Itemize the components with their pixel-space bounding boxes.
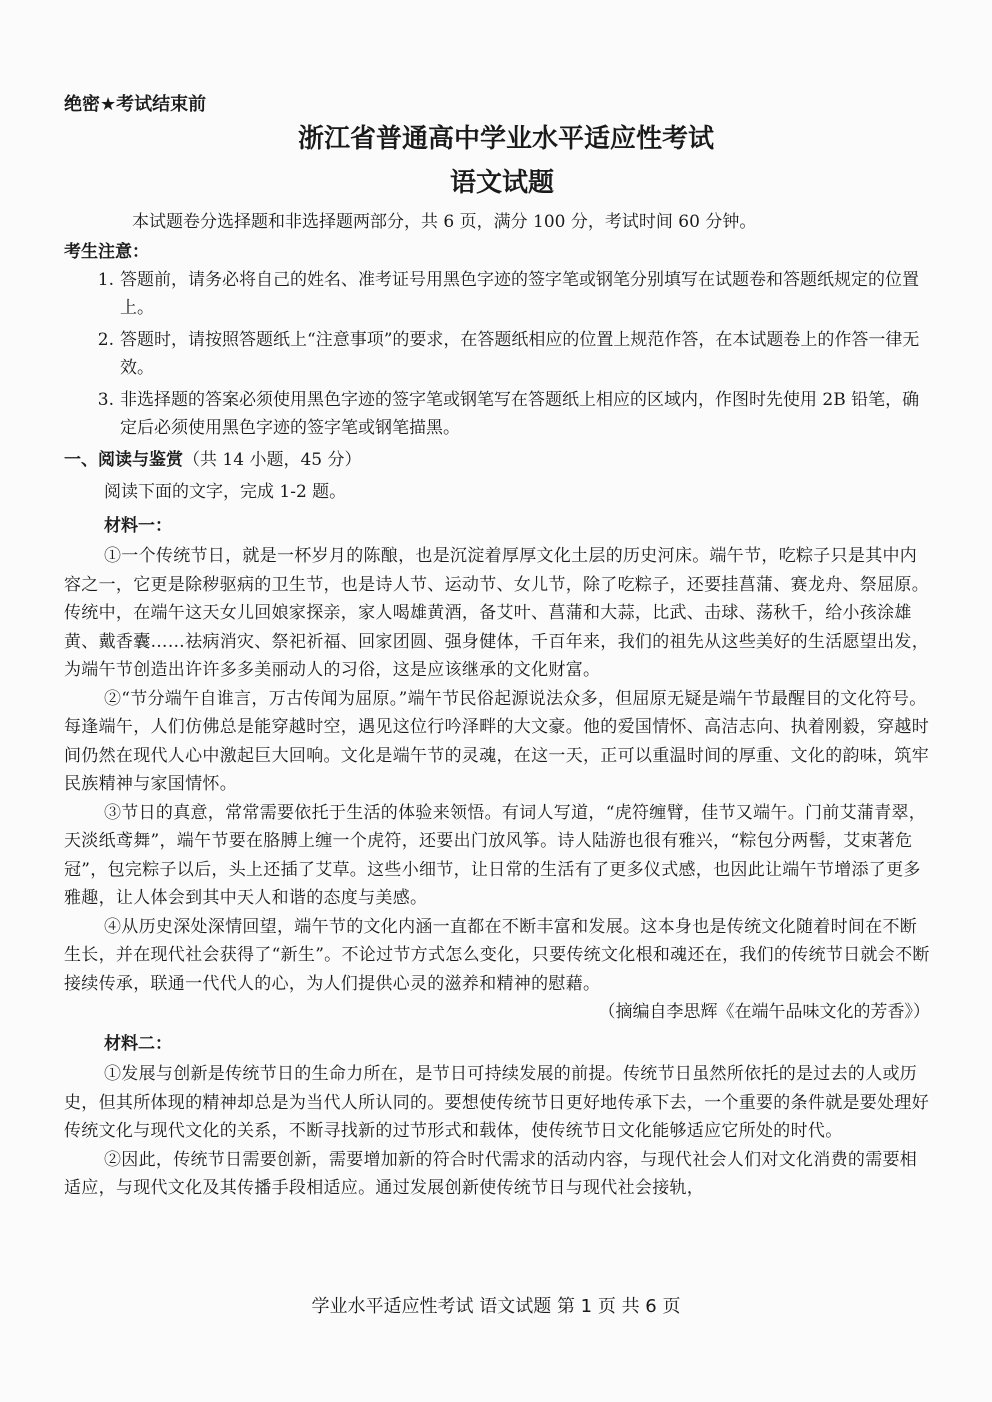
confidential-label: 绝密★考试结束前 xyxy=(64,94,207,115)
material-one-source: （摘编自李思辉《在端午品味文化的芳香》） xyxy=(598,1002,930,1022)
material-two-heading: 材料二： xyxy=(104,1034,172,1054)
exam-subtitle: 语文试题 xyxy=(449,168,554,198)
notice-number: 3. xyxy=(97,390,114,410)
notice-item xyxy=(64,326,930,382)
notice-number: 2. xyxy=(97,330,114,350)
section-heading xyxy=(64,446,930,474)
exam-content xyxy=(64,208,930,1203)
material-two-paragraph: ①发展与创新是传统节日的生命力所在，是节日可持续发展的前提。传统节日虽然所依托的是过去的人或历史，但其所体现的精神却总是为当代人所认同的。要想使传统节日更好地传承下去，一个重要的条件就是要处理好传统文化与现代文化的关系，不断寻找新的过节形式和载体，使传统节日文化能够适应它所处的时代。 xyxy=(64,1064,929,1141)
section-title: 一、阅读与鉴赏 xyxy=(64,450,183,470)
section-instruction: 阅读下面的文字，完成 1-2 题。 xyxy=(104,482,347,502)
material-one-paragraph: ④从历史深处深情回望，端午节的文化内涵一直都在不断丰富和发展。这本身也是传统文化随着时间在不断生长，并在现代社会获得了“新生”。不论过节方式怎么变化，只要传统文化根和魂还在，我们的传统节日就会不断接续传承，联通一代代人的心，为人们提供心灵的滋养和精神的慰藉。 xyxy=(64,916,930,994)
notice-item xyxy=(64,386,930,442)
material-one-paragraph: ①一个传统节日，就是一杯岁月的陈酿，也是沉淀着厚厚文化土层的历史河床。端午节，吃粽子只是其中内容之一，它更是除秽驱病的卫生节，也是诗人节、运动节、女儿节，除了吃粽子，还要挂菖蒲、赛龙舟、祭屈原。传统中，在端午这天女儿回娘家探亲，家人喝雄黄酒，备艾叶、菖蒲和大蒜，比武、击球、荡秋千，给小孩涂雄黄、戴香囊……祛病消灾、祭祀祈福、回家团圆、强身健体，千百年来，我们的祖先从这些美好的生活愿望出发，为端午节创造出许许多多美丽动人的习俗，这是应该继承的文化财富。 xyxy=(64,546,929,680)
notice-text: 答题前，请务必将自己的姓名、准考证号用黑色字迹的签字笔或钢笔分别填写在试题卷和答题纸规定的位置上。 xyxy=(120,270,919,318)
material-two-paragraph: ②因此，传统节日需要创新，需要增加新的符合时代需求的活动内容，与现代社会人们对文化消费的需要相适应，与现代文化及其传播手段相适应。通过发展创新使传统节日与现代社会接轨， xyxy=(64,1149,918,1198)
material-one-heading: 材料一： xyxy=(104,516,172,536)
page-footer: 学业水平适应性考试 语文试题 第 1 页 共 6 页 xyxy=(311,1296,681,1317)
exam-title: 浙江省普通高中学业水平适应性考试 xyxy=(297,124,714,154)
section-score-note: （共 14 小题，45 分） xyxy=(183,450,362,470)
material-one-paragraph: ②“节分端午自谁言，万古传闻为屈原。”端午节民俗起源说法众多，但屈原无疑是端午节最醒目的文化符号。每逢端午，人们仿佛总是能穿越时空，遇见这位行吟泽畔的大文豪。他的爱国情怀、高洁志向、执着刚毅，穿越时间仍然在现代人心中激起巨大回响。文化是端午节的灵魂，在这一天，正可以重温时间的厚重、文化的韵味，筑牢民族精神与家国情怀。 xyxy=(64,688,929,794)
exam-intro: 本试题卷分选择题和非选择题两部分，共 6 页，满分 100 分，考试时间 60 分钟。 xyxy=(132,212,757,232)
notice-list xyxy=(64,266,930,442)
material-one-paragraph: ③节日的真意，常常需要依托于生活的体验来领悟。有词人写道，“虎符缠臂，佳节又端午。门前艾蒲青翠，天淡纸鸢舞”，端午节要在胳膊上缠一个虎符，还要出门放风筝。诗人陆游也很有雅兴，“粽包分两髻，艾束著危冠”，包完粽子以后，头上还插了艾草。这些小细节，让日常的生活有了更多仪式感，也因此让端午节增添了更多雅趣，让人体会到其中天人和谐的态度与美感。 xyxy=(64,802,927,908)
notice-heading: 考生注意： xyxy=(64,242,149,262)
notice-item xyxy=(64,266,930,322)
notice-text: 答题时，请按照答题纸上“注意事项”的要求，在答题纸相应的位置上规范作答，在本试题卷上的作答一律无效。 xyxy=(120,330,920,378)
notice-number: 1. xyxy=(97,270,114,290)
notice-text: 非选择题的答案必须使用黑色字迹的签字笔或钢笔写在答题纸上相应的区域内，作图时先使用 2B 铅笔，确定后必须使用黑色字迹的签字笔或钢笔描黑。 xyxy=(120,390,920,438)
